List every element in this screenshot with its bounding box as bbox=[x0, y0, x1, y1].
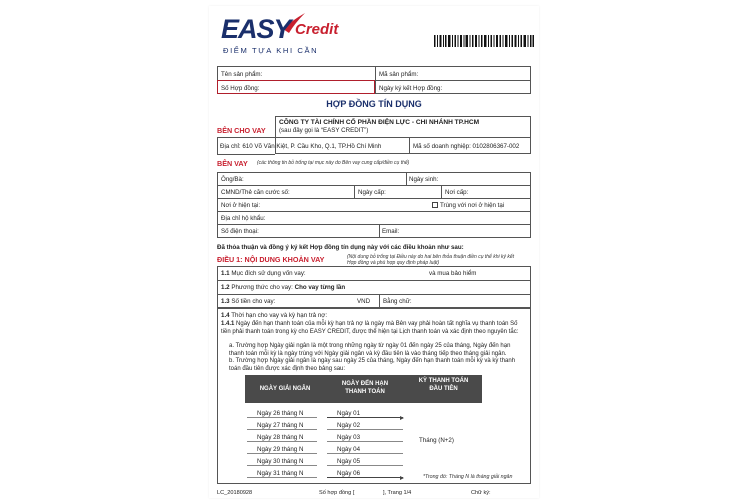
schedule-footnote: *Trong đó: Tháng N là tháng giải ngân bbox=[423, 474, 513, 480]
logo-brand: EASY bbox=[221, 14, 291, 44]
article1-label: ĐIỀU 1: NỘI DUNG KHOẢN VAY bbox=[217, 255, 325, 264]
col-first-period: KỲ THANH TOÁN ĐẦU TIÊN bbox=[418, 378, 469, 392]
lender-tax-code: Mã số doanh nghiệp: 0102806367-002 bbox=[413, 143, 520, 150]
footer-contract-number: Số hợp đồng [ bbox=[319, 490, 355, 496]
permanent-address-field[interactable]: Địa chỉ hộ khẩu: bbox=[221, 215, 266, 222]
email-field[interactable]: Email: bbox=[382, 228, 400, 235]
row-disbursement: Ngày 29 tháng N bbox=[257, 446, 304, 453]
item-1-1-label: Mục đích sử dụng vốn vay: bbox=[231, 270, 306, 277]
lender-company: CÔNG TY TÀI CHÍNH CỔ PHẦN ĐIỆN LỰC - CHI NHÁNH TP.HCM bbox=[279, 119, 480, 126]
lender-alias: (sau đây gọi là “EASY CREDIT”) bbox=[279, 127, 369, 134]
product-name-field[interactable]: Tên sản phẩm: bbox=[221, 71, 263, 78]
barcode-icon bbox=[434, 35, 534, 47]
col-disbursement-date: NGÀY GIẢI NGÂN bbox=[259, 386, 311, 392]
item-1-2-value: Cho vay từng lần bbox=[294, 284, 346, 291]
borrower-label: BÊN VAY bbox=[217, 159, 248, 168]
row-disbursement: Ngày 26 tháng N bbox=[257, 410, 304, 417]
row-due: Ngày 01 bbox=[337, 410, 361, 417]
issue-place-field[interactable]: Nơi cấp: bbox=[445, 189, 469, 196]
row-disbursement: Ngày 31 tháng N bbox=[257, 470, 304, 477]
row-due: Ngày 04 bbox=[337, 446, 361, 453]
footer-doc-code: LC_20180928 bbox=[217, 490, 253, 496]
footer-signature: Chữ ký: bbox=[471, 490, 491, 496]
product-code-field[interactable]: Mã sản phẩm: bbox=[379, 71, 419, 78]
lender-label: BÊN CHO VAY bbox=[217, 126, 266, 135]
currency-vnd: VND bbox=[357, 298, 371, 305]
borrower-dob-field[interactable]: Ngày sinh: bbox=[409, 176, 439, 183]
borrower-id-field[interactable]: CMND/Thẻ căn cước số: bbox=[221, 189, 290, 196]
row-due: Ngày 06 bbox=[337, 470, 361, 477]
paragraph-a: a. Trường hợp Ngày giải ngân là một trong những ngày từ ngày 01 đến ngày 25 của tháng, Ngày đến hạn thanh toán mỗi kỳ là ngày trùng với Ngày giải ngân và kỳ đầu tiên là vào tháng tiếp theo tháng giải ngân. bbox=[229, 343, 511, 357]
issue-date-field[interactable]: Ngày cấp: bbox=[358, 189, 386, 196]
article1-note-line2: Hợp đồng và phù hợp quy định pháp luật) bbox=[347, 260, 440, 266]
logo-brand-credit: Credit bbox=[295, 21, 339, 38]
agreement-text: Đã thỏa thuận và đồng ý ký kết Hợp đồng tín dụng này với các điều khoản như sau: bbox=[217, 244, 464, 251]
first-period-value: Tháng (N+2) bbox=[419, 437, 454, 444]
row-due: Ngày 02 bbox=[337, 422, 361, 429]
same-address-checkbox[interactable] bbox=[432, 202, 438, 208]
contract-page bbox=[209, 6, 539, 498]
item-1-2-number: 1.2 bbox=[221, 284, 230, 291]
row-disbursement: Ngày 30 tháng N bbox=[257, 458, 304, 465]
row-due: Ngày 05 bbox=[337, 458, 361, 465]
logo-tagline: ĐIỂM TỰA KHI CẦN bbox=[223, 46, 319, 55]
item-1-4-label: Thời hạn cho vay và kỳ hạn trả nợ: bbox=[231, 312, 328, 319]
borrower-name-field[interactable]: Ông/Bà: bbox=[221, 176, 244, 183]
article1-note-line1: (Nội dung bỏ trống tại Điều này do hai bên thỏa thuận điền cụ thể khi ký kết bbox=[347, 254, 515, 260]
same-address-label: Trùng với nơi ở hiện tại bbox=[440, 202, 505, 209]
contract-number-field[interactable]: Số Hợp đồng: bbox=[221, 85, 260, 92]
item-1-2-label: Phương thức cho vay: bbox=[231, 284, 293, 291]
row-due: Ngày 03 bbox=[337, 434, 361, 441]
row-disbursement: Ngày 28 tháng N bbox=[257, 434, 304, 441]
amount-in-words-field[interactable]: Bằng chữ: bbox=[383, 298, 412, 305]
current-address-field[interactable]: Nơi ở hiện tại: bbox=[221, 202, 261, 209]
col-due-date: NGÀY ĐẾN HẠN THANH TOÁN bbox=[341, 381, 389, 395]
phone-field[interactable]: Số điện thoại: bbox=[221, 228, 259, 235]
item-1-3-label: Số tiền cho vay: bbox=[231, 298, 276, 305]
item-1-1-insurance: và mua bảo hiểm bbox=[429, 270, 477, 277]
document-title: HỢP ĐỒNG TÍN DỤNG bbox=[326, 99, 422, 109]
row-disbursement: Ngày 27 tháng N bbox=[257, 422, 304, 429]
footer-page-number: ], Trang 1/4 bbox=[383, 490, 412, 496]
borrower-note: (các thông tin bỏ trống tại mục này do Bên vay cung cấp/điền cụ thể) bbox=[257, 160, 410, 166]
paragraph-b: b. Trường hợp Ngày giải ngân là ngày sau ngày 25 của tháng, Ngày đến hạn thanh toán mỗi kỳ và kỳ thanh toán đầu tiên được xác định theo bảng sau: bbox=[229, 358, 516, 372]
item-1-4-number: 1.4 bbox=[221, 312, 230, 319]
lender-address: Địa chỉ: 610 Võ Văn Kiệt, P. Cầu Kho, Q.1, TP.Hồ Chí Minh bbox=[220, 143, 382, 150]
item-1-3-number: 1.3 bbox=[221, 298, 230, 305]
paragraph-1-4-1: 1.4.1 Ngày đến hạn thanh toán của mỗi kỳ hạn trả nợ là ngày mà Bên vay phải hoàn tất nghĩa vụ thanh toán Số tiền phải thanh toán trong kỳ cho EASY CREDIT, được thể hiện tại Lịch thanh toán và xác định theo nguyên tắc: bbox=[221, 321, 519, 335]
item-1-1-number: 1.1 bbox=[221, 270, 230, 277]
sign-date-field[interactable]: Ngày ký kết Hợp đồng: bbox=[379, 85, 443, 92]
